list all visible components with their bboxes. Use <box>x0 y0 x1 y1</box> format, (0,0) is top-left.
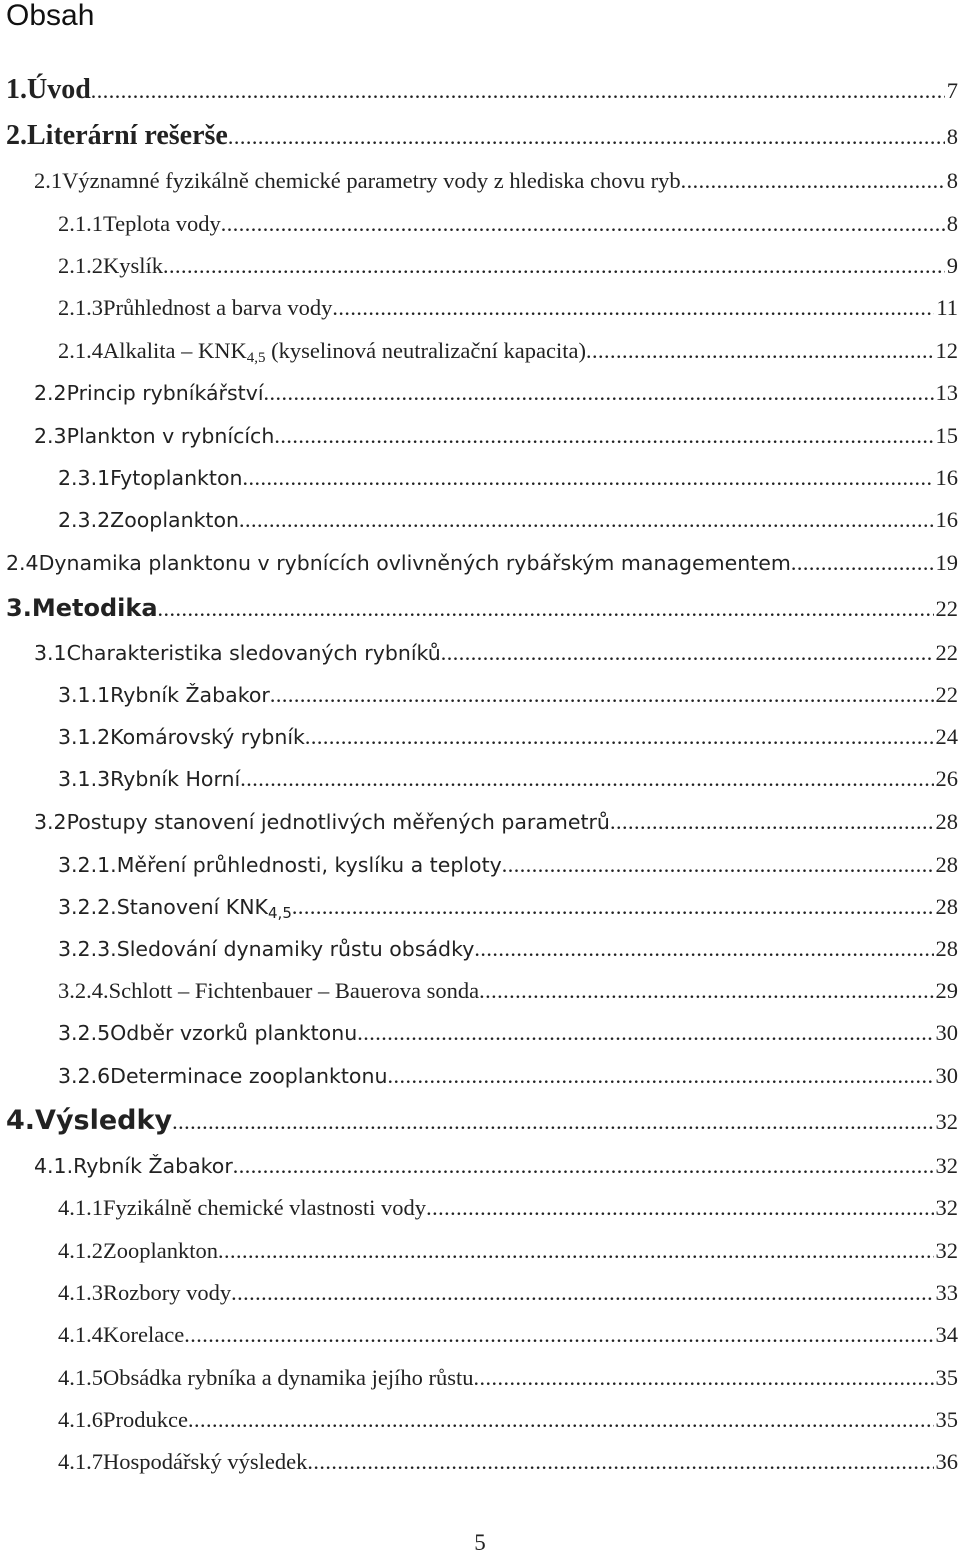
toc-entry-title: 2.Literární rešerše <box>6 120 228 151</box>
toc-page-number: 28 <box>935 809 958 834</box>
toc-entry-obsadka[interactable] <box>58 1360 958 1396</box>
toc-page-number: 28 <box>935 852 958 877</box>
toc-entry-zooplankton[interactable] <box>58 502 958 538</box>
toc-entry-4-1-2-zooplankton[interactable] <box>58 1233 958 1269</box>
toc-page-number: 30 <box>935 1020 958 1045</box>
toc-entry-alkalita[interactable] <box>58 333 958 369</box>
toc-entry-title: 4.1.5Obsádka rybníka a dynamika jejího růstu <box>58 1365 474 1390</box>
toc-entry-korelace[interactable] <box>58 1317 958 1353</box>
toc-page-number: 32 <box>935 1109 958 1134</box>
toc-page-number: 24 <box>935 724 958 749</box>
page-title: Obsah <box>6 0 95 32</box>
toc-page-number: 15 <box>935 423 958 448</box>
toc-entry-title: 3.2.5Odběr vzorků planktonu <box>58 1021 358 1045</box>
toc-entry-dynamika-planktonu[interactable] <box>6 545 958 581</box>
toc-leader-dots <box>610 804 934 840</box>
toc-leader-dots <box>172 1104 933 1140</box>
toc-page-number: 35 <box>935 1407 958 1432</box>
toc-entry-teplota-vody[interactable] <box>58 206 958 242</box>
toc-entry-title: 2.1.2Kyslík <box>58 253 164 278</box>
toc-page-number: 26 <box>935 766 958 791</box>
toc-page-number: 16 <box>935 507 958 532</box>
toc-page-number: 8 <box>946 211 958 236</box>
toc-entry-title: 2.3.2Zooplankton <box>58 508 240 532</box>
toc-entry-title: 2.1Významné fyzikálně chemické parametry vody z hlediska chovu ryb <box>34 168 681 193</box>
toc-entry-title: 4.1.4Korelace <box>58 1322 185 1347</box>
toc-entry-title: 2.4Dynamika planktonu v rybnících ovlivněných rybářským managementem <box>6 551 791 575</box>
toc-leader-dots <box>221 206 945 242</box>
toc-entry-title: 2.2Princip rybníkářství <box>34 381 264 405</box>
toc-leader-dots <box>163 248 945 284</box>
toc-page-number: 8 <box>946 124 958 149</box>
toc-leader-dots <box>184 1317 933 1353</box>
toc-entry-title: 4.Výsledky <box>6 1105 173 1136</box>
toc-entry-kyslik[interactable] <box>58 248 958 284</box>
toc-page-number: 32 <box>935 1238 958 1263</box>
toc-entry-rozbory-vody[interactable] <box>58 1275 958 1311</box>
toc-entry-title: 2.3.1Fytoplankton <box>58 466 243 490</box>
toc-leader-dots <box>502 847 934 883</box>
toc-leader-dots <box>474 1360 934 1396</box>
toc-entry-literarni-reserse[interactable] <box>6 118 958 154</box>
toc-entry-fyzikalne-chemicke[interactable] <box>58 1190 958 1226</box>
toc-leader-dots <box>441 635 934 671</box>
toc-entry-title: 2.1.4Alkalita – $KNK_{4,5}$ (kyselinová neutralizační kapacita) <box>58 338 586 366</box>
toc-leader-dots <box>305 719 934 755</box>
toc-page-number: 8 <box>946 168 958 193</box>
toc-leader-dots <box>357 1015 933 1051</box>
toc-leader-dots <box>307 1444 933 1480</box>
toc-page-number: 16 <box>935 465 958 490</box>
toc-leader-dots <box>270 677 934 713</box>
toc-page-number: 29 <box>935 978 958 1003</box>
toc-entry-title: 3.2.4.Schlott – Fichtenbauer – Bauerova sonda <box>58 978 480 1003</box>
toc-entry-title: 3.1Charakteristika sledovaných rybníků <box>34 641 441 665</box>
toc-entry-title: 1.Úvod <box>6 74 91 105</box>
toc-leader-dots <box>387 1058 933 1094</box>
toc-entry-title: 3.2Postupy stanovení jednotlivých měřených parametrů <box>34 810 610 834</box>
toc-leader-dots <box>218 1233 934 1269</box>
toc-leader-dots <box>474 931 933 967</box>
toc-entry-vyznamne-parametry[interactable] <box>34 163 958 199</box>
toc-page-number: 12 <box>935 338 958 363</box>
toc-page-number: 36 <box>935 1449 958 1474</box>
toc-entry-determinace[interactable] <box>58 1058 958 1094</box>
toc-leader-dots <box>586 333 934 369</box>
toc-entry-title: 4.1.2Zooplankton <box>58 1238 218 1263</box>
toc-leader-dots <box>240 761 933 797</box>
toc-entry-title: 4.1.Rybník Žabakor <box>34 1154 233 1178</box>
toc-leader-dots <box>479 973 933 1009</box>
toc-page-number: 22 <box>935 640 958 665</box>
toc-entry-title: 2.3Plankton v rybnících <box>34 424 275 448</box>
toc-entry-title: 4.1.3Rozbory vody <box>58 1280 232 1305</box>
toc-page-number: 28 <box>935 894 958 919</box>
toc-leader-dots <box>426 1190 933 1226</box>
toc-entry-title: 4.1.1Fyzikálně chemické vlastnosti vody <box>58 1195 427 1220</box>
toc-entry-sonda[interactable] <box>58 973 958 1009</box>
toc-page-number: 33 <box>935 1280 958 1305</box>
toc-entry-odber-vzorku[interactable] <box>58 1015 958 1051</box>
toc-leader-dots <box>188 1402 934 1438</box>
toc-entry-princip-rybnikarstvi[interactable] <box>34 375 958 411</box>
toc-page-number: 11 <box>936 295 958 320</box>
toc-entry-title: 4.1.7Hospodářský výsledek <box>58 1449 308 1474</box>
toc-leader-dots <box>243 460 934 496</box>
toc-page-number: 34 <box>935 1322 958 1347</box>
toc-leader-dots <box>791 545 934 581</box>
toc-leader-dots <box>239 502 933 538</box>
toc-page-number: 19 <box>935 550 958 575</box>
toc-page-number: 22 <box>935 596 958 621</box>
toc-leader-dots <box>681 163 945 199</box>
toc-page-number: 28 <box>935 936 958 961</box>
toc-entry-title: 3.1.2Komárovský rybník <box>58 725 305 749</box>
toc-leader-dots <box>233 1148 934 1184</box>
toc-leader-dots <box>228 119 945 155</box>
toc-entry-hospodarsky-vysledek[interactable] <box>58 1444 958 1480</box>
toc-entry-charakteristika[interactable] <box>34 635 958 671</box>
toc-leader-dots <box>264 375 934 411</box>
toc-entry-title: 4.1.6Produkce <box>58 1407 188 1432</box>
toc-entry-produkce[interactable] <box>58 1402 958 1438</box>
toc-entry-title: 3.2.3.Sledování dynamiky růstu obsádky <box>58 937 475 961</box>
page-number: 5 <box>474 1530 486 1555</box>
toc-entry-vysledky[interactable] <box>6 1103 958 1139</box>
toc-entry-postupy-stanoveni[interactable] <box>34 804 958 840</box>
toc-entry-stanoveni-knk[interactable] <box>58 889 958 925</box>
toc-page-number: 30 <box>935 1063 958 1088</box>
toc-page-number: 32 <box>935 1195 958 1220</box>
toc-entry-plankton-v-rybnicich[interactable] <box>34 418 958 454</box>
toc-entry-mereni-pruhlednosti[interactable] <box>58 847 958 883</box>
toc-entry-metodika[interactable] <box>6 590 958 626</box>
toc-entry-komarovsky-rybnik[interactable] <box>58 719 958 755</box>
toc-leader-dots <box>292 889 934 925</box>
toc-leader-dots <box>332 290 934 326</box>
toc-entry-fytoplankton[interactable] <box>58 460 958 496</box>
toc-entry-uvod[interactable] <box>6 72 958 108</box>
toc-page-number: 9 <box>946 253 958 278</box>
toc-entry-sledovani-dynamiky[interactable] <box>58 931 958 967</box>
toc-entry-rybnik-zabakor[interactable] <box>58 677 958 713</box>
toc-entry-title: 3.Metodika <box>6 594 158 622</box>
toc-entry-title: 3.2.1.Měření průhlednosti, kyslíku a teploty <box>58 853 502 877</box>
toc-page-number: 35 <box>935 1365 958 1390</box>
toc-entry-title: 3.2.6Determinace zooplanktonu <box>58 1064 388 1088</box>
toc-page-number: 13 <box>935 380 958 405</box>
toc-entry-title: 3.1.1Rybník Žabakor <box>58 683 270 707</box>
toc-leader-dots <box>91 73 945 109</box>
toc-entry-rybnik-horni[interactable] <box>58 761 958 797</box>
toc-entry-title: 3.1.3Rybník Horní <box>58 767 241 791</box>
toc-leader-dots <box>231 1275 933 1311</box>
toc-entry-4-1-rybnik-zabakor[interactable] <box>34 1148 958 1184</box>
toc-leader-dots <box>274 418 933 454</box>
toc-entry-pruhlednost[interactable] <box>58 290 958 326</box>
toc-entry-title: 2.1.1Teplota vody <box>58 211 221 236</box>
toc-leader-dots <box>158 591 934 627</box>
toc-entry-title: 2.1.3Průhlednost a barva vody <box>58 295 333 320</box>
toc-page-number: 32 <box>935 1153 958 1178</box>
toc-page-number: 7 <box>946 78 958 103</box>
toc-entry-title: 3.2.2.Stanovení $KNK_{4,5}$ <box>58 895 292 922</box>
toc-page-number: 22 <box>935 682 958 707</box>
